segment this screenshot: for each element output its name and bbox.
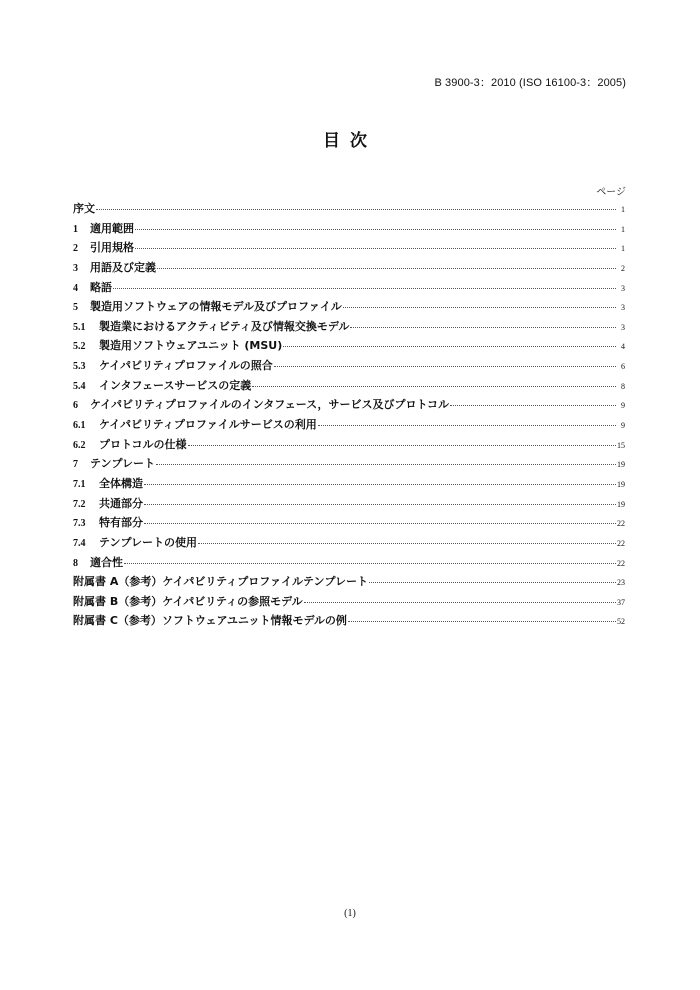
- toc-leader-dots: [274, 365, 616, 367]
- toc-entry[interactable]: [73, 592, 625, 612]
- toc-entry-page: 6: [621, 362, 625, 372]
- toc-leader-dots: [96, 208, 616, 210]
- toc-entry-number: 7.4: [73, 537, 86, 549]
- toc-entry-page: 22: [617, 519, 625, 529]
- toc-leader-dots: [113, 287, 616, 289]
- toc-leader-dots: [198, 542, 616, 544]
- toc-entry-page: 1: [621, 224, 625, 234]
- toc-entry[interactable]: [73, 454, 625, 474]
- toc-leader-dots: [343, 306, 616, 308]
- toc-entry[interactable]: [73, 513, 625, 533]
- toc-entry-number: 5: [73, 302, 78, 314]
- toc-leader-dots: [157, 267, 616, 269]
- toc-entry-number: 5.2: [73, 341, 86, 353]
- toc-leader-dots: [135, 228, 616, 230]
- page-column-label: ページ: [596, 187, 626, 198]
- toc-entry[interactable]: [73, 219, 625, 239]
- toc-leader-dots: [144, 483, 616, 485]
- toc-entry[interactable]: [73, 238, 625, 258]
- toc-entry-page: 22: [617, 558, 625, 568]
- toc-entry-page: 3: [621, 322, 625, 332]
- toc-entry-title: 特有部分: [99, 516, 143, 530]
- toc-entry-title: プロトコルの仕様: [99, 437, 187, 451]
- toc-entry-page: 3: [621, 283, 625, 293]
- toc-entry-title: ケイパビリティプロファイルの照合: [99, 359, 273, 373]
- toc-leader-dots: [318, 424, 616, 426]
- toc-entry-title: 序文: [73, 202, 95, 215]
- toc-leader-dots: [283, 345, 616, 347]
- toc-entry[interactable]: [73, 415, 625, 435]
- toc-entry-title: 適用範囲: [90, 221, 134, 235]
- toc-entry-page: 37: [617, 597, 625, 607]
- toc-entry-title: 製造用ソフトウェアユニット (MSU): [99, 339, 283, 353]
- toc-leader-dots: [124, 562, 616, 564]
- toc-entry[interactable]: [73, 395, 625, 415]
- toc-entry-title: 用語及び定義: [90, 260, 156, 274]
- toc-leader-dots: [135, 247, 616, 249]
- toc-entry-page: 23: [617, 578, 625, 588]
- toc-entry-title: 附属書 B（参考）ケイパビリティの参照モデル: [73, 594, 303, 608]
- standard-number: B 3900-3：2010 (ISO 16100-3：2005): [434, 77, 626, 89]
- toc-entry-number: 7.1: [73, 478, 86, 490]
- toc-entry[interactable]: [73, 553, 625, 573]
- toc-entry-title: テンプレート: [90, 457, 156, 471]
- toc-entry-page: 15: [617, 440, 625, 450]
- toc-entry-number: 8: [73, 557, 78, 569]
- toc-entry-page: 4: [621, 342, 625, 352]
- toc-entry-title: ケイパビリティプロファイルサービスの利用: [99, 418, 317, 432]
- toc-entry-title: 附属書 A（参考）ケイパビリティプロファイルテンプレート: [73, 575, 369, 589]
- toc-entry[interactable]: [73, 474, 625, 494]
- toc-entry[interactable]: [73, 435, 625, 455]
- toc-entry-page: 1: [621, 244, 625, 254]
- toc-entry-title: 附属書 C（参考）ソフトウェアユニット情報モデルの例: [73, 614, 347, 628]
- toc-entry-page: 3: [621, 303, 625, 313]
- toc-entry[interactable]: [73, 494, 625, 514]
- toc-entry-title: 引用規格: [90, 241, 134, 255]
- toc-entry[interactable]: [73, 278, 625, 298]
- toc-entry-number: 7.2: [73, 498, 86, 510]
- toc-entry-title: テンプレートの使用: [99, 535, 198, 549]
- toc-entry-number: 4: [73, 282, 78, 294]
- toc-leader-dots: [304, 601, 616, 603]
- toc-entry-number: 6.1: [73, 420, 86, 432]
- toc-leader-dots: [144, 503, 616, 505]
- toc-entry-title: ケイパビリティプロファイルのインタフェース，サービス及びプロトコル: [90, 398, 450, 412]
- toc-entry-page: 22: [617, 538, 625, 548]
- toc-entry-number: 6.2: [73, 439, 86, 451]
- toc-leader-dots: [348, 620, 616, 622]
- toc-entry-page: 1: [621, 205, 625, 214]
- toc-entry[interactable]: [73, 356, 625, 376]
- toc-entry-title: 製造用ソフトウェアの情報モデル及びプロファイル: [90, 300, 342, 314]
- toc-entry[interactable]: [73, 572, 625, 592]
- toc-entry-page: 8: [621, 381, 625, 391]
- toc-entry-page: 9: [621, 421, 625, 431]
- toc-entry-number: 1: [73, 223, 78, 235]
- toc-entry[interactable]: [73, 317, 625, 337]
- toc-entry-page: 19: [617, 479, 625, 489]
- toc-entry-number: 5.4: [73, 380, 86, 392]
- toc-entry-number: 6: [73, 400, 78, 412]
- toc-entry[interactable]: [73, 297, 625, 317]
- toc-entry[interactable]: [73, 533, 625, 553]
- toc-entry-page: 52: [617, 617, 625, 627]
- page-title: 目次: [323, 131, 377, 151]
- toc-entry-title: 共通部分: [99, 496, 143, 510]
- toc-entry-page: 2: [621, 263, 625, 273]
- toc-entry[interactable]: [73, 376, 625, 396]
- toc-leader-dots: [156, 463, 616, 465]
- toc-leader-dots: [369, 581, 616, 583]
- footer-page-number: (1): [344, 908, 356, 919]
- toc-entry-number: 2: [73, 243, 78, 255]
- toc-leader-dots: [450, 404, 616, 406]
- toc-entry-number: 3: [73, 262, 78, 274]
- toc-entry-page: 19: [617, 460, 625, 470]
- toc-leader-dots: [188, 444, 616, 446]
- toc-leader-dots: [144, 522, 616, 524]
- toc-entry-page: 19: [617, 499, 625, 509]
- toc-entry-title: 適合性: [90, 555, 123, 569]
- toc-entry-number: 5.1: [73, 321, 86, 333]
- toc-entry[interactable]: [73, 258, 625, 278]
- toc-entry[interactable]: [73, 611, 625, 631]
- toc-leader-dots: [350, 326, 616, 328]
- table-of-contents: [73, 199, 625, 631]
- toc-entry[interactable]: [73, 199, 625, 219]
- toc-entry-page: 9: [621, 401, 625, 411]
- toc-entry-number: 7.3: [73, 518, 86, 530]
- toc-entry-number: 7: [73, 459, 78, 471]
- toc-entry-title: 略語: [90, 280, 112, 294]
- toc-entry-number: 5.3: [73, 361, 86, 373]
- toc-entry[interactable]: [73, 336, 625, 356]
- toc-entry-title: 全体構造: [99, 476, 143, 490]
- toc-leader-dots: [252, 385, 616, 387]
- toc-entry-title: 製造業におけるアクティビティ及び情報交換モデル: [99, 319, 350, 333]
- toc-entry-title: インタフェースサービスの定義: [99, 378, 252, 392]
